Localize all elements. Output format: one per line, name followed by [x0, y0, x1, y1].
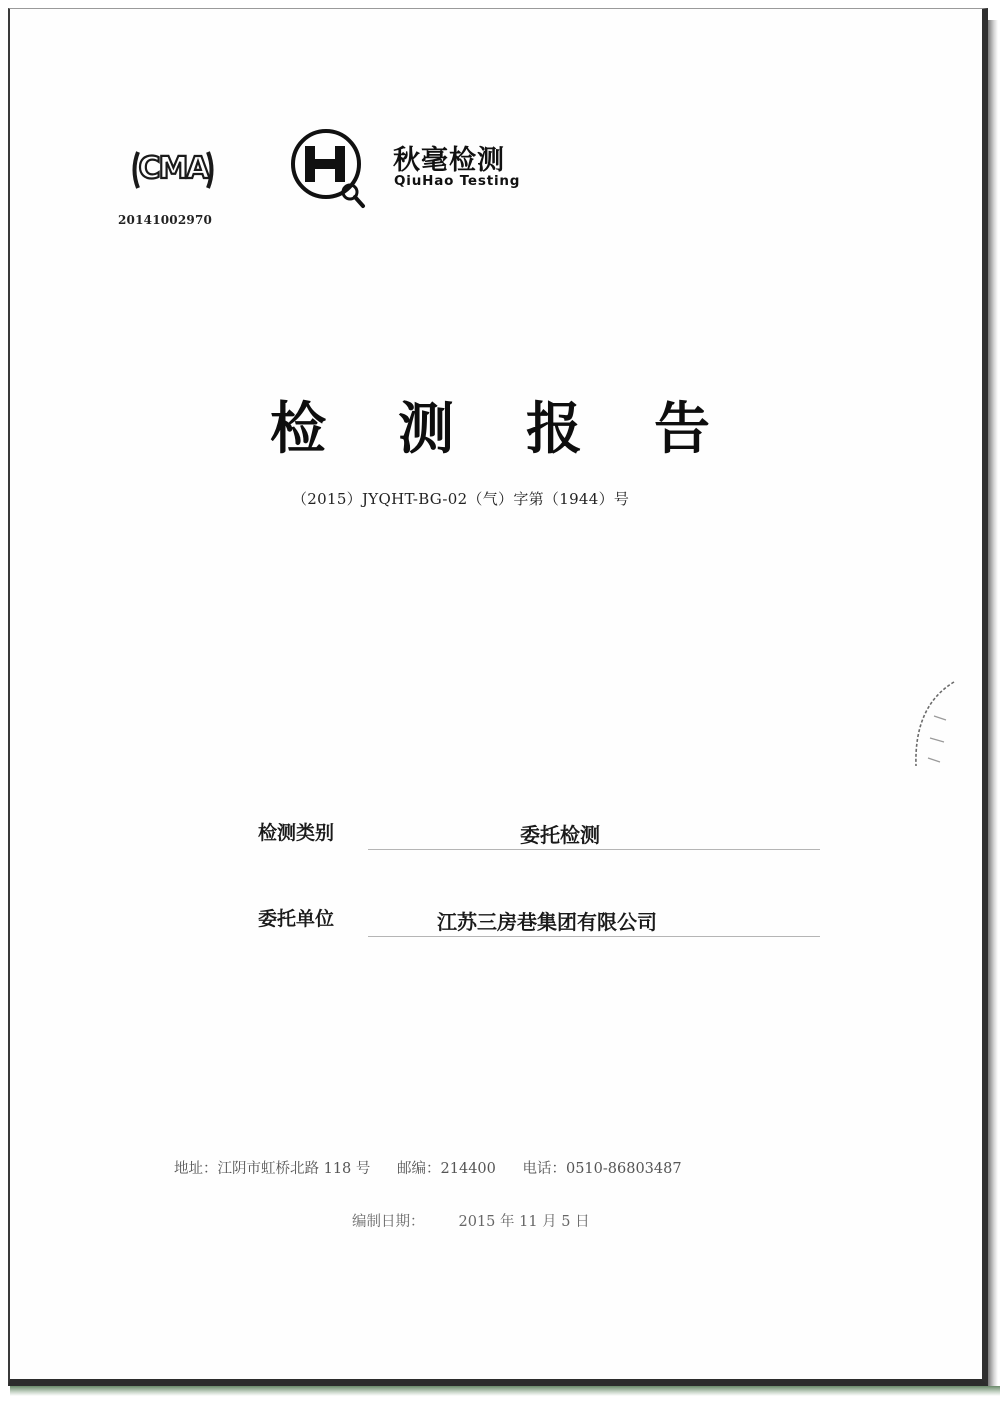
category-label: 检测类别: [258, 822, 335, 844]
title-char: 告: [654, 397, 710, 462]
qiuhao-logo-icon: [288, 126, 368, 210]
title-char: 测: [398, 397, 454, 462]
category-underline: [368, 849, 820, 850]
date-label: 编制日期：: [352, 1214, 425, 1230]
footer-postcode: 邮编：214400: [397, 1161, 496, 1177]
category-value: 委托检测: [520, 823, 600, 847]
date-value: 2015 年 11 月 5 日: [458, 1214, 590, 1230]
title-char: 报: [526, 397, 582, 462]
footer-phone: 电话：0510-86803487: [522, 1161, 682, 1177]
footer-date: [352, 1210, 590, 1231]
title-char: 检: [270, 397, 326, 462]
footer-address: 地址：江阴市虹桥北路 118 号: [174, 1161, 371, 1177]
svg-text:CMA: CMA: [138, 151, 208, 186]
cma-certificate-number: 20141002970: [118, 213, 213, 227]
company-name-cn: 秋毫检测: [393, 145, 505, 176]
scan-shadow-bottom: [10, 1386, 1000, 1396]
company-name-en: QiuHao Testing: [394, 173, 521, 189]
seal-fragment-icon: [906, 676, 966, 786]
report-number: （2015）JYQHT-BG-02（气）字第（1944）号: [292, 490, 630, 508]
footer-contact: [174, 1157, 704, 1178]
client-label: 委托单位: [258, 908, 335, 930]
report-title: [270, 385, 710, 465]
cma-logo-icon: [128, 140, 218, 200]
scan-shadow-right: [988, 20, 998, 1390]
client-underline: [368, 936, 820, 937]
client-value: 江苏三房巷集团有限公司: [437, 910, 657, 934]
